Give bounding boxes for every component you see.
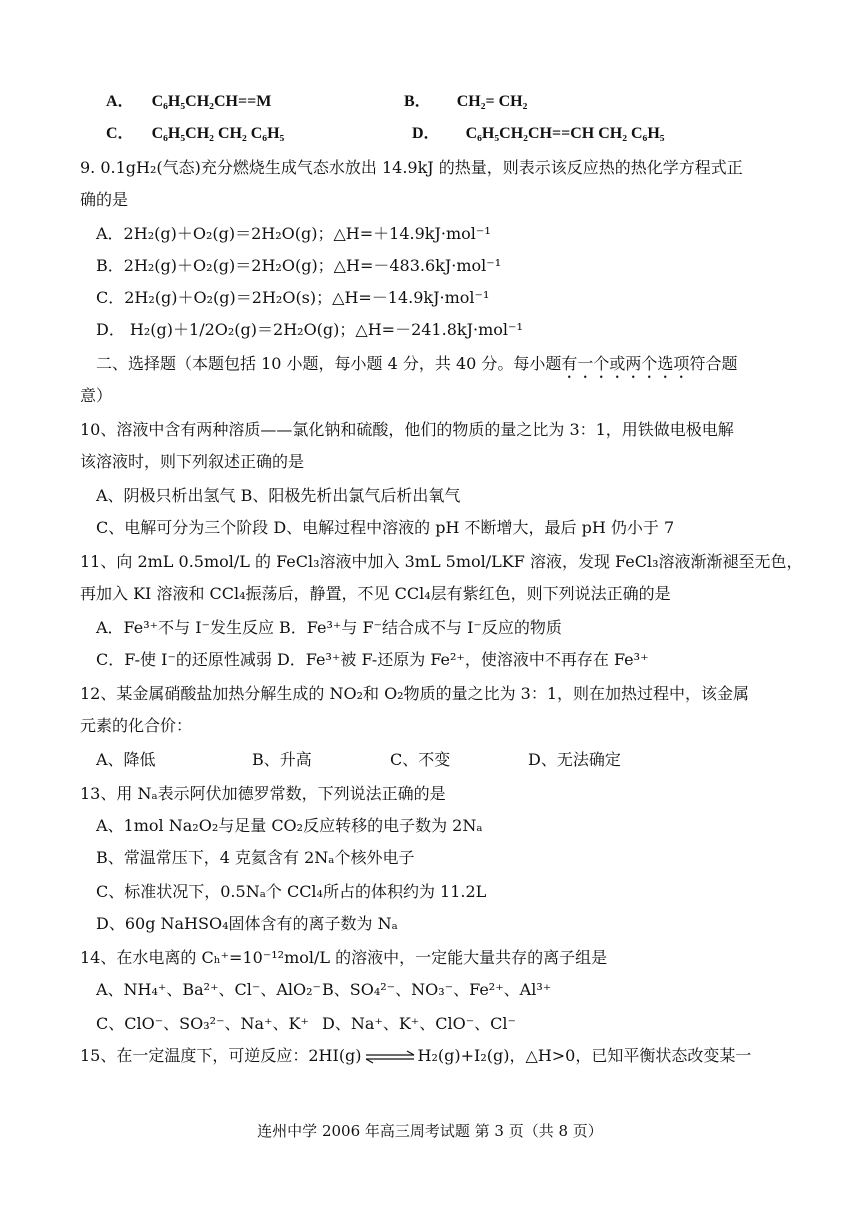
q9-option-c: C．2H₂(g)＋O₂(g)＝2H₂O(s)；△H=－14.9kJ·mol⁻¹: [96, 288, 490, 307]
q8-option-b-label: B．: [404, 93, 431, 110]
q8-option-b: [404, 92, 527, 112]
q12-option-c: C、不变: [390, 750, 451, 769]
q8-option-d-text: C₆H₅CH₂CH==CH CH₂ C₆H₅: [465, 125, 665, 142]
q15-stem-before: 15、在一定温度下，可逆反应：2HI(g): [80, 1046, 362, 1065]
section-2-heading-line-2: 意）: [80, 386, 113, 405]
q8-option-c-text: C₆H₅CH₂ CH₂ C₆H₅: [151, 125, 285, 142]
q12-stem-line-1: 12、某金属硝酸盐加热分解生成的 NO₂和 O₂物质的量之比为 3：1，则在加热过程中，该金属: [80, 684, 750, 703]
section-2-heading-tail: 符合题: [689, 354, 738, 373]
q14-option-b: B、SO₄²⁻、NO₃⁻、Fe²⁺、Al³⁺: [322, 980, 552, 999]
q8-option-d: [412, 124, 665, 144]
q14-option-c: C、ClO⁻、SO₃²⁻、Na⁺、K⁺: [96, 1014, 309, 1033]
q12-option-a: A、降低: [96, 750, 156, 769]
q11-options-cd: C．F-使 I⁻的还原性减弱 D．Fe³⁺被 F-还原为 Fe²⁺，使溶液中不再存在 Fe³⁺: [96, 650, 649, 669]
q9-option-d: D． H₂(g)＋1/2O₂(g)＝2H₂O(g)；△H=－241.8kJ·mol⁻¹: [96, 320, 523, 339]
q15-stem: [80, 1046, 751, 1066]
q8-option-a: [106, 92, 271, 112]
q9-stem-line-1: 9. 0.1gH₂(气态)充分燃烧生成气态水放出 14.9kJ 的热量，则表示该反应热的热化学方程式正: [80, 158, 743, 177]
q10-options-cd: C、电解可分为三个阶段 D、电解过程中溶液的 pH 不断增大，最后 pH 仍小于 7: [96, 518, 675, 537]
q13-stem: 13、用 Nₐ表示阿伏加德罗常数，下列说法正确的是: [80, 784, 446, 803]
q14-stem: 14、在水电离的 Cₕ⁺=10⁻¹²mol/L 的溶液中，一定能大量共存的离子组是: [80, 948, 608, 967]
q8-option-a-text: C₆H₅CH₂CH==M: [151, 93, 272, 110]
q11-stem-line-1: 11、向 2mL 0.5mol/L 的 FeCl₃溶液中加入 3mL 5mol/LKF 溶液，发现 FeCl₃溶液渐渐褪至无色，: [80, 552, 803, 571]
q9-option-a: A．2H₂(g)＋O₂(g)＝2H₂O(g)；△H=＋14.9kJ·mol⁻¹: [96, 224, 491, 243]
q13-option-d: D、60g NaHSO₄固体含有的离子数为 Nₐ: [96, 914, 398, 933]
section-2-heading-text: 二、选择题（本题包括 10 小题，每小题 4 分，共 40 分。每小题: [96, 354, 562, 373]
section-2-heading: [96, 354, 737, 382]
equilibrium-arrow-icon: [364, 1050, 416, 1064]
q10-stem-line-1: 10、溶液中含有两种溶质——氯化钠和硫酸，他们的物质的量之比为 3：1，用铁做电极电解: [80, 420, 734, 439]
section-2-emphasis-text: 有一个或两个选项: [561, 354, 690, 373]
q10-stem-line-2: 该溶液时，则下列叙述正确的是: [80, 452, 305, 471]
page-footer: 连州中学 2006 年高三周考试题 第 3 页（共 8 页）: [257, 1122, 603, 1140]
q13-option-c: C、标准状况下，0.5Nₐ个 CCl₄所占的体积约为 11.2L: [96, 882, 487, 901]
q8-option-c-label: C．: [106, 125, 134, 142]
q13-option-b: B、常温常压下，4 克氦含有 2Nₐ个核外电子: [96, 848, 415, 867]
q12-stem-line-2: 元素的化合价：: [80, 716, 193, 735]
q8-option-c: [106, 124, 284, 144]
q9-option-b: B．2H₂(g)＋O₂(g)＝2H₂O(g)；△H=－483.6kJ·mol⁻¹: [96, 256, 502, 275]
q11-stem-line-2: 再加入 KI 溶液和 CCl₄振荡后，静置，不见 CCl₄层有紫红色，则下列说法正确的是: [80, 584, 671, 603]
q9-stem-line-2: 确的是: [80, 190, 129, 209]
q15-stem-after: H₂(g)+I₂(g)，△H>0，已知平衡状态改变某一: [417, 1046, 752, 1065]
q12-option-b: B、升高: [252, 750, 312, 769]
q14-option-a: A、NH₄⁺、Ba²⁺、Cl⁻、AlO₂⁻: [96, 980, 321, 999]
q14-option-d: D、Na⁺、K⁺、ClO⁻、Cl⁻: [322, 1014, 516, 1033]
q8-option-a-label: A．: [106, 93, 134, 110]
q8-option-b-text: CH₂= CH₂: [456, 93, 528, 110]
q10-options-ab: A、阴极只析出氢气 B、阳极先析出氯气后析出氧气: [96, 486, 461, 505]
q11-options-ab: A．Fe³⁺不与 I⁻发生反应 B．Fe³⁺与 F⁻结合成不与 I⁻反应的物质: [96, 618, 562, 637]
q12-option-d: D、无法确定: [528, 750, 621, 769]
q8-option-d-label: D．: [412, 125, 440, 142]
q13-option-a: A、1mol Na₂O₂与足量 CO₂反应转移的电子数为 2Nₐ: [96, 816, 483, 835]
